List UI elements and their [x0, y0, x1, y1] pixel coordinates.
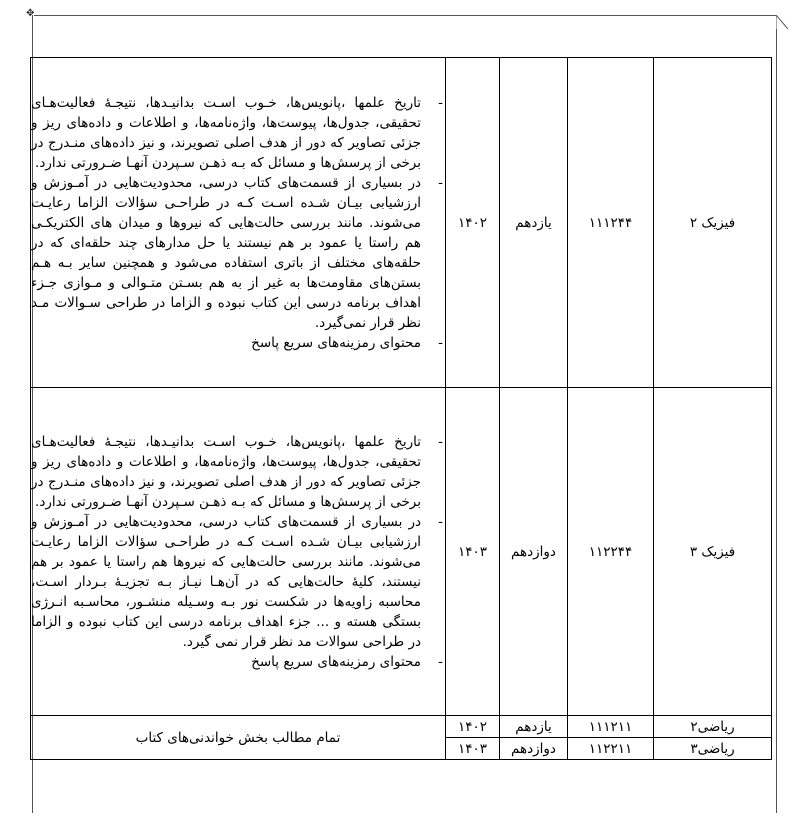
- course-name-cell: ریاضی۲: [654, 716, 772, 738]
- table-row-physics-2: [31, 58, 772, 388]
- course-code-cell: ۱۱۲۲۱۱: [568, 738, 654, 760]
- year-cell: ۱۴۰۲: [446, 58, 500, 388]
- excluded-content-list: [31, 432, 445, 672]
- course-code-cell: ۱۱۲۲۴۴: [568, 388, 654, 716]
- year-cell: ۱۴۰۳: [446, 388, 500, 716]
- list-item: - در بسیاری از قسمت‌های کتاب درسی، محدودیت‌هایی در آمـوزش و ارزشیابی بیـان شـده اسـت کـه در طراحـی سؤالات الزاما رعایـت می‌شوند. مانند بررسی حالت‌هایی که نیروها و میدان های الکتریکـی هم راستا یا عمود بر هم نیستند یا حل مدارهای چند حلقه‌ای که در حلقه‌های مختلف از باتری استفاده می‌شود و همچنین سایر بـه هـم بستن‌های مقاومت‌ها به غیر از به هم بسـتن متـوالی و مـوازی جـزء اهداف برنامه درسی این کتاب نبوده و الزاما در طراحی سـوالات مـد نظر قرار نمی‌گیرد.: [31, 174, 443, 331]
- list-item: - تاریخ علمها ،پانویس‌ها، خـوب اسـت بدانیـدها، نتیجـهٔ فعالیت‌هـای تحقیقی، جدول‌ها، پیوست‌ها، واژه‌نامه‌ها، و اطلاعات و داده‌های ریز و جزئی تصاویر که دور از هدف اصلی تصویرند، و نیز داده‌های منـدرج در برخی از پرسش‌ها و مسائل که بـه ذهـن سـپردن آنهـا ضـرورتی ندارد.: [31, 433, 443, 510]
- exclusions-table: [30, 57, 772, 760]
- math-excluded-content-cell: تمام مطالب بخش خواندنی‌های کتاب: [31, 716, 446, 760]
- folded-corner-icon: [776, 15, 788, 29]
- list-item: - محتوای رمزینه‌های سریع پاسخ: [251, 653, 443, 670]
- frame-top-border: [34, 15, 776, 16]
- corner-mark-icon: ✥: [26, 8, 35, 19]
- grade-cell: دوازدهم: [500, 388, 568, 716]
- course-code-cell: ۱۱۱۲۱۱: [568, 716, 654, 738]
- table-row-math-2: [31, 716, 772, 738]
- course-name-cell: فیزیک ۳: [654, 388, 772, 716]
- year-cell: ۱۴۰۲: [446, 716, 500, 738]
- excluded-content-list: [31, 93, 445, 353]
- list-item: - تاریخ علمها ،پانویس‌ها، خـوب اسـت بدانیـدها، نتیجـهٔ فعالیت‌هـای تحقیقی، جدول‌ها، پیوست‌ها، واژه‌نامه‌ها، و اطلاعات و داده‌های ریز و جزئی تصاویر که دور از هدف اصلی تصویرند، و نیز داده‌های منـدرج در برخی از پرسش‌ها و مسائل که بـه ذهـن سـپردن آنهـا ضـرورتی ندارد.: [31, 94, 443, 171]
- grade-cell: یازدهم: [500, 58, 568, 388]
- course-name-cell: فیزیک ۲: [654, 58, 772, 388]
- course-name-cell: ریاضی۳: [654, 738, 772, 760]
- excluded-content-cell: [31, 58, 446, 388]
- list-item: - در بسیاری از قسمت‌های کتاب درسی، محدودیت‌هایی در آمـوزش و ارزشیابی بیـان شـده اسـت کـه در طراحـی سؤالات الزاما رعایـت می‌شوند. مانند بررسی حالت‌هایی که نیروها هم راستا یا عمود بر هم نیستند، کلیهٔ حالت‌هایی که در آن‌هـا نیـاز بـه تجزیـهٔ بـردار اسـت، محاسبه زاویه‌ها در شکست نور بـه وسـیله منشـور، محاسـبه انـرژی بستگی هسته و ... جزء اهداف برنامه درسی این کتاب نبوده و الزاما در طراحی سوالات مد نظر قرار نمی گیرد.: [31, 513, 443, 650]
- grade-cell: دوازدهم: [500, 738, 568, 760]
- table-row-physics-3: [31, 388, 772, 716]
- grade-cell: یازدهم: [500, 716, 568, 738]
- list-item: - محتوای رمزینه‌های سریع پاسخ: [251, 334, 443, 351]
- course-code-cell: ۱۱۱۲۴۴: [568, 58, 654, 388]
- excluded-content-cell: [31, 388, 446, 716]
- frame-right-border: [776, 29, 777, 813]
- year-cell: ۱۴۰۳: [446, 738, 500, 760]
